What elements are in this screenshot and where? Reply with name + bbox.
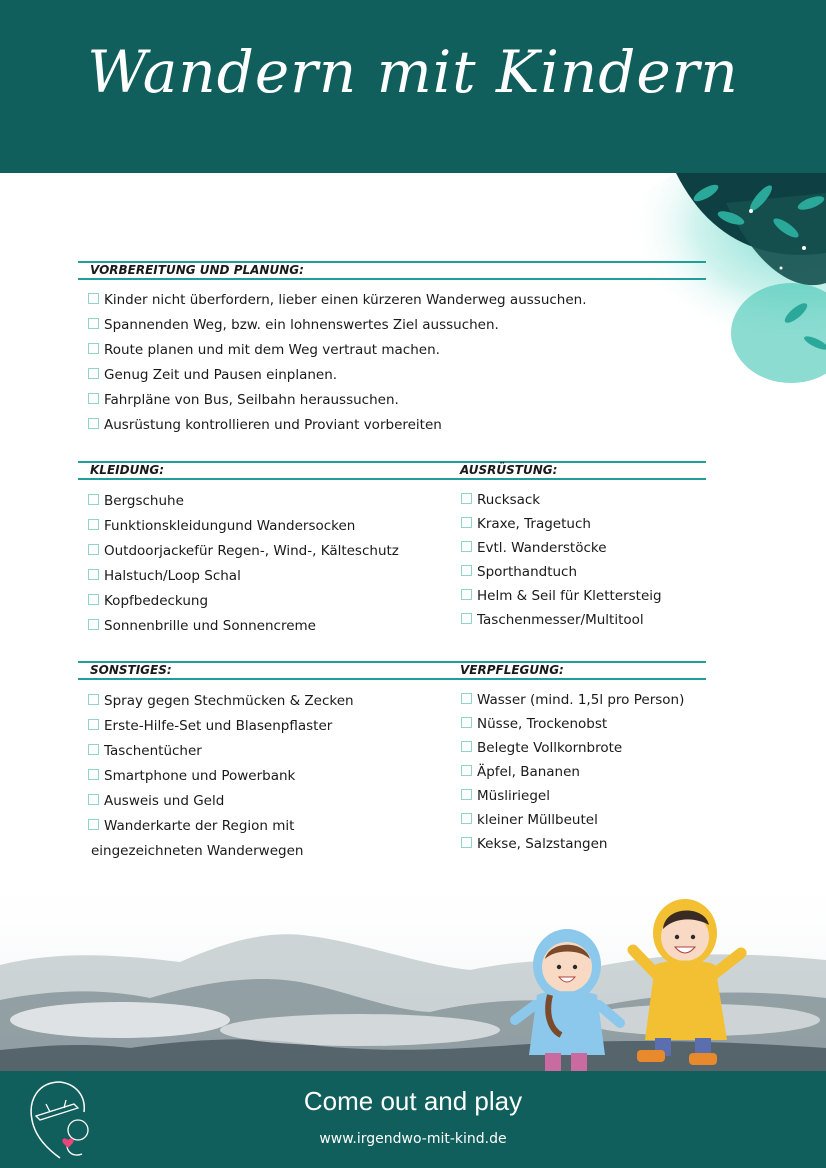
footer-slogan: Come out and play [303, 1086, 523, 1116]
section-ausruestung [452, 461, 706, 632]
list-item[interactable]: Ausrüstung kontrollieren und Proviant vorbereiten [88, 413, 706, 438]
list-item[interactable]: Outdoorjackefür Regen-, Wind-, Kälteschutz [88, 539, 452, 564]
section-heading-bar [78, 261, 706, 280]
checklist [452, 488, 706, 632]
checkbox-icon[interactable] [88, 368, 99, 379]
checkbox-icon[interactable] [88, 619, 99, 630]
list-item-continuation: eingezeichneten Wanderwegen [91, 843, 304, 859]
page-title: Wandern mit Kindern [87, 38, 739, 106]
checklist [78, 689, 452, 864]
list-item[interactable]: kleiner Müllbeutel [461, 808, 706, 832]
checkbox-icon[interactable] [88, 719, 99, 730]
list-item[interactable]: Halstuch/Loop Schal [88, 564, 452, 589]
list-item[interactable]: Fahrpläne von Bus, Seilbahn heraussuchen. [88, 388, 706, 413]
checkbox-icon[interactable] [88, 519, 99, 530]
checkbox-icon[interactable] [88, 393, 99, 404]
checklist [78, 288, 706, 438]
checkbox-icon[interactable] [461, 837, 472, 848]
list-item[interactable]: Nüsse, Trockenobst [461, 712, 706, 736]
list-item[interactable]: Wanderkarte der Region mit [88, 814, 452, 839]
footer-url-link[interactable]: www.irgendwo-mit-kind.de [319, 1131, 507, 1147]
checkbox-icon[interactable] [461, 517, 472, 528]
section-heading: KLEIDUNG: [90, 463, 165, 477]
checkbox-icon[interactable] [461, 565, 472, 576]
checkbox-icon[interactable] [461, 717, 472, 728]
checkbox-icon[interactable] [461, 765, 472, 776]
section-heading-bar [78, 661, 452, 680]
section-heading: VORBEREITUNG UND PLANUNG: [90, 263, 304, 277]
list-item[interactable]: Ausweis und Geld [88, 789, 452, 814]
list-item[interactable]: Sonnenbrille und Sonnencreme [88, 614, 452, 639]
checkbox-icon[interactable] [88, 494, 99, 505]
section-heading: VERPFLEGUNG: [460, 663, 564, 677]
section-heading: AUSRÜSTUNG: [460, 463, 558, 477]
list-item[interactable]: Sporthandtuch [461, 560, 706, 584]
section-heading-bar [78, 461, 452, 480]
section-sonstiges [78, 661, 452, 864]
checkbox-icon[interactable] [88, 694, 99, 705]
checkbox-icon[interactable] [461, 493, 472, 504]
section-heading-bar [452, 461, 706, 480]
list-item[interactable]: Äpfel, Bananen [461, 760, 706, 784]
checkbox-icon[interactable] [461, 589, 472, 600]
checkbox-icon[interactable] [88, 544, 99, 555]
list-item[interactable]: Evtl. Wanderstöcke [461, 536, 706, 560]
list-item[interactable]: Spannenden Weg, bzw. ein lohnenswertes Ziel aussuchen. [88, 313, 706, 338]
checkbox-icon[interactable] [88, 769, 99, 780]
list-item[interactable]: Helm & Seil für Klettersteig [461, 584, 706, 608]
list-item[interactable]: Rucksack [461, 488, 706, 512]
list-item[interactable]: Müsliriegel [461, 784, 706, 808]
checkbox-icon[interactable] [88, 819, 99, 830]
checkbox-icon[interactable] [461, 541, 472, 552]
list-item[interactable]: Bergschuhe [88, 489, 452, 514]
checklist [78, 489, 452, 639]
checkbox-icon[interactable] [88, 594, 99, 605]
section-kleidung [78, 461, 452, 639]
checkbox-icon[interactable] [88, 418, 99, 429]
list-item[interactable]: Belegte Vollkornbrote [461, 736, 706, 760]
footer-banner [0, 1071, 826, 1168]
section-heading-bar [452, 661, 706, 680]
list-item[interactable]: Kinder nicht überfordern, lieber einen kürzeren Wanderweg aussuchen. [88, 288, 706, 313]
list-item[interactable]: Kopfbedeckung [88, 589, 452, 614]
list-item[interactable]: Wasser (mind. 1,5l pro Person) [461, 688, 706, 712]
list-item[interactable]: Route planen und mit dem Weg vertraut machen. [88, 338, 706, 363]
checkbox-icon[interactable] [461, 789, 472, 800]
list-item[interactable]: Kekse, Salzstangen [461, 832, 706, 856]
section-heading: SONSTIGES: [90, 663, 172, 677]
list-item[interactable]: Funktionskleidungund Wandersocken [88, 514, 452, 539]
list-item[interactable]: Smartphone und Powerbank [88, 764, 452, 789]
checkbox-icon[interactable] [461, 813, 472, 824]
checkbox-icon[interactable] [88, 343, 99, 354]
list-item[interactable]: Genug Zeit und Pausen einplanen. [88, 363, 706, 388]
section-verpflegung [452, 661, 706, 856]
kids-in-raincoats-illustration [505, 895, 765, 1095]
section-vorbereitung [78, 261, 706, 438]
list-item[interactable]: Kraxe, Tragetuch [461, 512, 706, 536]
checkbox-icon[interactable] [461, 693, 472, 704]
list-item[interactable]: Erste-Hilfe-Set und Blasenpflaster [88, 714, 452, 739]
brand-logo-icon [20, 1078, 100, 1162]
list-item[interactable]: Taschenmesser/Multitool [461, 608, 706, 632]
checklist [452, 688, 706, 856]
checkbox-icon[interactable] [88, 569, 99, 580]
checkbox-icon[interactable] [88, 293, 99, 304]
checkbox-icon[interactable] [88, 744, 99, 755]
checkbox-icon[interactable] [88, 794, 99, 805]
checkbox-icon[interactable] [461, 741, 472, 752]
header-banner [0, 0, 826, 173]
list-item[interactable]: Spray gegen Stechmücken & Zecken [88, 689, 452, 714]
checkbox-icon[interactable] [461, 613, 472, 624]
list-item[interactable]: Taschentücher [88, 739, 452, 764]
checkbox-icon[interactable] [88, 318, 99, 329]
